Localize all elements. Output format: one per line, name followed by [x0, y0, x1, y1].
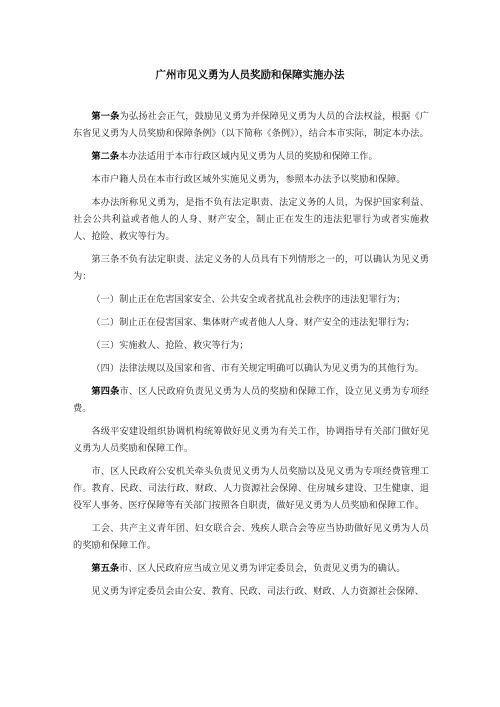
- paragraph: [73, 463, 429, 514]
- article-heading: 第五条: [91, 563, 120, 574]
- document-title: 广州市见义勇为人员奖励和保障实施办法: [155, 69, 345, 81]
- paragraph-text: 各级平安建设组织协调机构统筹做好见义勇为有关工作，协调指导有关部门做好见义勇为人员奖励和保障工作。: [73, 426, 429, 454]
- paragraph-text: 本市户籍人员在本市行政区域外实施见义勇为，参照本办法予以奖励和保障。: [91, 174, 406, 185]
- paragraph-text: 市、区人民政府应当成立见义勇为评定委员会，负责见义勇为的确认。: [119, 563, 406, 574]
- document-body: [73, 108, 429, 606]
- paragraph: [73, 171, 429, 188]
- article-heading: 第一条: [91, 111, 120, 122]
- article-heading: 第四条: [91, 386, 120, 397]
- paragraph-text: 市、区人民政府公安机关牵头负责见义勇为人员奖励以及见义勇为专项经费管理工作。教育、民政、司法行政、财政、人力资源社会保障、住房城乡建设、卫生健康、退役军人事务、医疗保障等有关部门按照各自职责，做好见义勇为人员奖励和保障工作。: [73, 466, 429, 511]
- list-item: [73, 314, 429, 331]
- paragraph-text: （一）制止正在危害国家安全、公共安全或者扰乱社会秩序的违法犯罪行为；: [91, 294, 406, 305]
- paragraph-text: 为弘扬社会正气，鼓励见义勇为并保障见义勇为人员的合法权益，根据《广东省见义勇为人员奖励和保障条例》（以下简称《条例》），结合本市实际，制定本办法。: [73, 111, 429, 139]
- list-item: [73, 291, 429, 308]
- article-heading: 第二条: [91, 151, 120, 162]
- paragraph-article-2: [73, 148, 429, 165]
- paragraph-article-4: [73, 383, 429, 417]
- paragraph-text: 第三条不负有法定职责、法定义务的人员具有下列情形之一的，可以确认为见义勇为：: [73, 254, 429, 282]
- paragraph-text: （四）法律法规以及国家和省、市有关规定明确可以确认为见义勇为的其他行为。: [91, 363, 424, 374]
- paragraph-text: 本办法适用于本市行政区域内见义勇为人员的奖励和保障工作。: [119, 151, 378, 162]
- paragraph-text: 工会、共产主义青年团、妇女联合会、残疾人联合会等应当协助做好见义勇为人员的奖励和保障工作。: [73, 523, 429, 551]
- paragraph-text: （三）实施救人、抢险、救灾等行为；: [91, 340, 249, 351]
- paragraph: [73, 194, 429, 245]
- paragraph-text: 见义勇为评定委员会由公安、教育、民政、司法行政、财政、人力资源社会保障、: [91, 586, 424, 597]
- paragraph-article-1: [73, 108, 429, 142]
- list-item: [73, 360, 429, 377]
- paragraph: [73, 583, 429, 600]
- paragraph-text: 市、区人民政府负责见义勇为人员的奖励和保障工作，设立见义勇为专项经费。: [73, 386, 429, 414]
- list-item: [73, 337, 429, 354]
- paragraph-article-3: [73, 251, 429, 285]
- paragraph: [73, 423, 429, 457]
- paragraph-text: （二）制止正在侵害国家、集体财产或者他人人身、财产安全的违法犯罪行为；: [91, 317, 415, 328]
- paragraph-article-5: [73, 560, 429, 577]
- paragraph-text: 本办法所称见义勇为，是指不负有法定职责、法定义务的人员，为保护国家利益、社会公共利益或者他人的人身、财产安全，制止正在发生的违法犯罪行为或者实施救人、抢险、救灾等行为。: [73, 197, 429, 242]
- paragraph: [73, 520, 429, 554]
